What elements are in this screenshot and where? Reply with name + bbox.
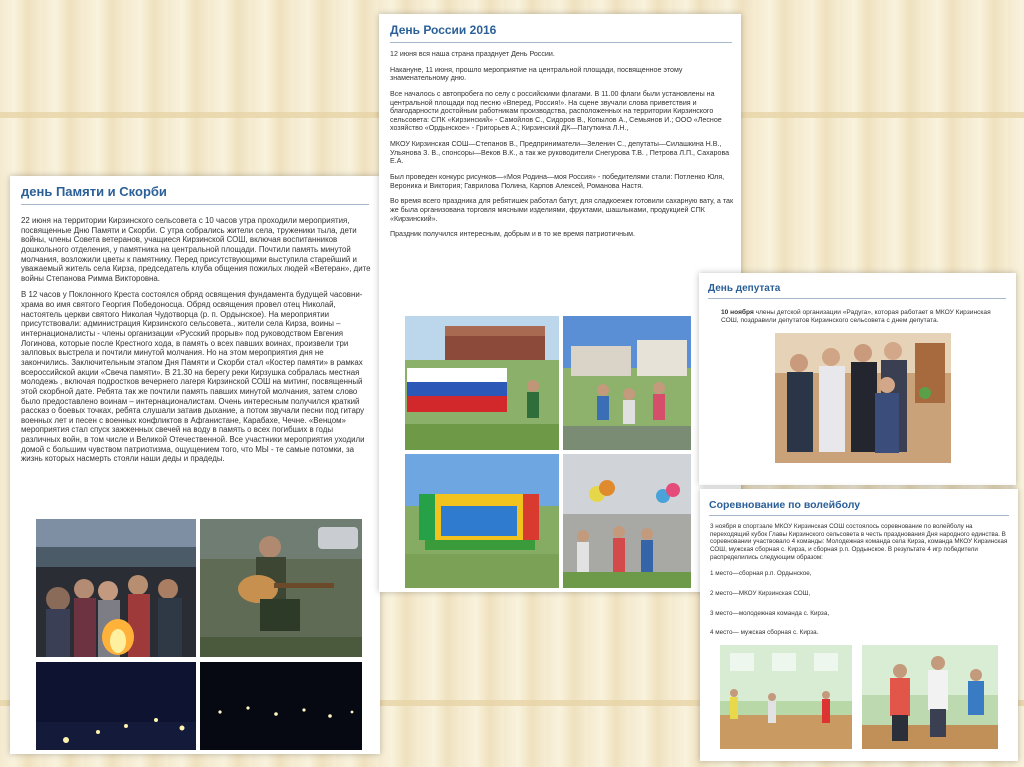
article-paragraph: Все началось с автопробега по селу с российскими флагами. В 11.00 флаги были установлены на центральной площади под песню «Вперед, Россия!». На сцене звучали слова приветствия и благодарности достойным работникам производства, расположенных на территории Кирзинского сельсовета: СПК «Кирзинский» - Самойлов С., Сидоров В., Копылов А., Семьянов И.; ООО «Лесное хозяйство «Ордынское» - Григорьев А.; Кирзинский ДК—Пагуткина Л.Н., xyxy=(390,89,722,133)
article-paragraph: Накануне, 11 июня, прошло мероприятие на центральной площади, посвященное этому знаменательному дню. xyxy=(390,65,683,83)
balloons-photo xyxy=(563,454,691,588)
volleyball-article xyxy=(700,489,1018,761)
title-divider xyxy=(708,298,1006,299)
article-title: День депутата xyxy=(708,283,781,294)
article-paragraph: 22 июня на территории Кирзинского сельсовета с 10 часов утра проходили мероприятия, посвященные Дню Памяти и Скорби. С утра собрались жители села, труженики тыла, дети войны, члены Совета ветеранов, учащиеся Кирзинской СОШ, включая воспитанников дошкольного отделения, у памятника на центральной площади. Почтили память минутой молчания, возложили цветы к памятнику. Перед присутствующими выступила старейший и уважаемый житель села Кирза, председатель клуба общения пожилых людей «Ветеран», дите войны Степанова Римма Викторовна. xyxy=(21,216,371,283)
title-divider xyxy=(709,515,1009,516)
children-group-photo xyxy=(775,333,951,463)
article-title: день Памяти и Скорби xyxy=(21,184,167,199)
memory-day-article xyxy=(10,176,380,754)
result-item: 1 место—сборная р.п. Ордынское, xyxy=(710,570,812,578)
article-paragraph: 12 июня вся наша страна празднует День России. xyxy=(390,50,555,58)
article-body xyxy=(710,523,1012,649)
article-body xyxy=(721,309,1005,325)
article-text: члены детской организации «Радуга», которая работает в МКОУ Кирзинская СОШ, поздравили депутатов Кирзинского сельсовета с днем депутата. xyxy=(721,309,991,325)
result-item: 3 место—молодежная команда с. Кирза, xyxy=(710,609,830,617)
flag-celebration-photo xyxy=(405,316,559,450)
article-title: Соревнование по волейболу xyxy=(709,499,861,511)
title-divider xyxy=(390,42,732,43)
guitar-photo xyxy=(200,519,362,657)
bonfire-photo xyxy=(36,519,196,657)
inflatable-trampoline-photo xyxy=(405,454,559,588)
title-divider xyxy=(21,204,369,205)
article-title: День России 2016 xyxy=(390,23,497,37)
russia-day-article xyxy=(379,14,741,592)
deputy-day-article xyxy=(699,273,1016,485)
volleyball-award-photo xyxy=(862,645,998,749)
night-lights-photo xyxy=(200,662,362,750)
article-paragraph: МКОУ Кирзинская СОШ—Степанов В., Предприниматели—Зеленин С., депутаты—Силашкина Н.В., Ульянова З. В., спонсоры—Веков В.К., а так же руководители Снегурова Т.В. , Петрова Л.П., Сахарова Е.А. xyxy=(390,140,730,166)
article-paragraph: Был проведен конкурс рисунков—«Моя Родина—моя Россия» - победителями стали: Потленко Юля, Вероника и Виктория; Гаврилова Полина, Карпов Алексей, Романова Настя. xyxy=(390,173,725,190)
children-playground-photo xyxy=(563,316,691,450)
article-paragraph: Праздник получился интересным, добрым и в то же время патриотичным. xyxy=(390,230,635,239)
article-paragraph: 3 ноября в спортзале МКОУ Кирзинская СОШ состоялось соревнование по волейболу на переходящий кубок Главы Кирзинского сельсовета в честь празднования Дня народного единства. В соревновании участвовало 4 команды: Молодежная команда села Кирза, команда МКОУ Кирзинская СОШ, мужская сборная с. Кирза, и сборная р.п. Ордынское. В результате 4 игр победители распределились следующим образом: xyxy=(710,523,1008,561)
article-paragraph: В 12 часов у Поклонного Креста состоялся обряд освящения фундамента будущей часовни-храма во имя святого Георгия Победоносца. Обряд освящения провел отец Николай, настоятель церкви святого Николая Чудотворца (р. п. Ордынское). На мероприятии присутствовали: администрация Кирзинского сельсовета., жители села Кирза, воины – интернационалисты - члены организации «Русский прорыв» под руководством Евгения Логинова, которые после Крестного хода, в память о всех павших воинах, произвели три залповых выстрела и почтили минутой молчания. Но на этом мероприятия дня не закончились. Заключительным этапом Дня Памяти и Скорби стал «Костер памяти» в рамках всероссийской акции «Свеча памяти». В 21.30 на берегу реки Кирзушка собралась местная молодежь , включая подростков вечернего лагеря Кирзинской СОШ на митинг, посвященный этой скорбной дате. Ребята так же почтили память павших минутой молчания, затем слово было предоставлено воинам – интернационалистам. Очень интересным получился краткий рассказ о боевых точках, ребята слушали затаив дыхание, а потом звучали песни под гитару военных лет и песен с военных конфликтов в Афганистане, Карабахе, Чечне. «Венцом» мероприятия стал спуск зажженных свечей на воду в память о всех погибших в годы различных войн, в том числе и Великой Отечественной. Все участники мероприятия уходили домой с большим чувством патриотизма, ощущением того, что МЫ - те самые потомки, за жизнь которых насмерть стояли наши деды и прадеды. xyxy=(21,290,365,464)
volleyball-gym-photo xyxy=(720,645,852,749)
article-body xyxy=(390,50,734,246)
result-item: 2 место—МКОУ Кирзинская СОШ, xyxy=(710,590,811,598)
article-paragraph: Во время всего праздника для ребятишек работал батут, для сладкоежек готовили сахарную вату, а так же была организована торговля мясными изделиями, фруктами, шашлыками, продукцией СПК «Кирзинский». xyxy=(390,197,734,223)
article-date: 10 ноября xyxy=(721,309,754,316)
candles-on-water-photo xyxy=(36,662,196,750)
article-body xyxy=(21,216,371,471)
result-item: 4 место— мужская сборная с. Кирза. xyxy=(710,629,819,637)
